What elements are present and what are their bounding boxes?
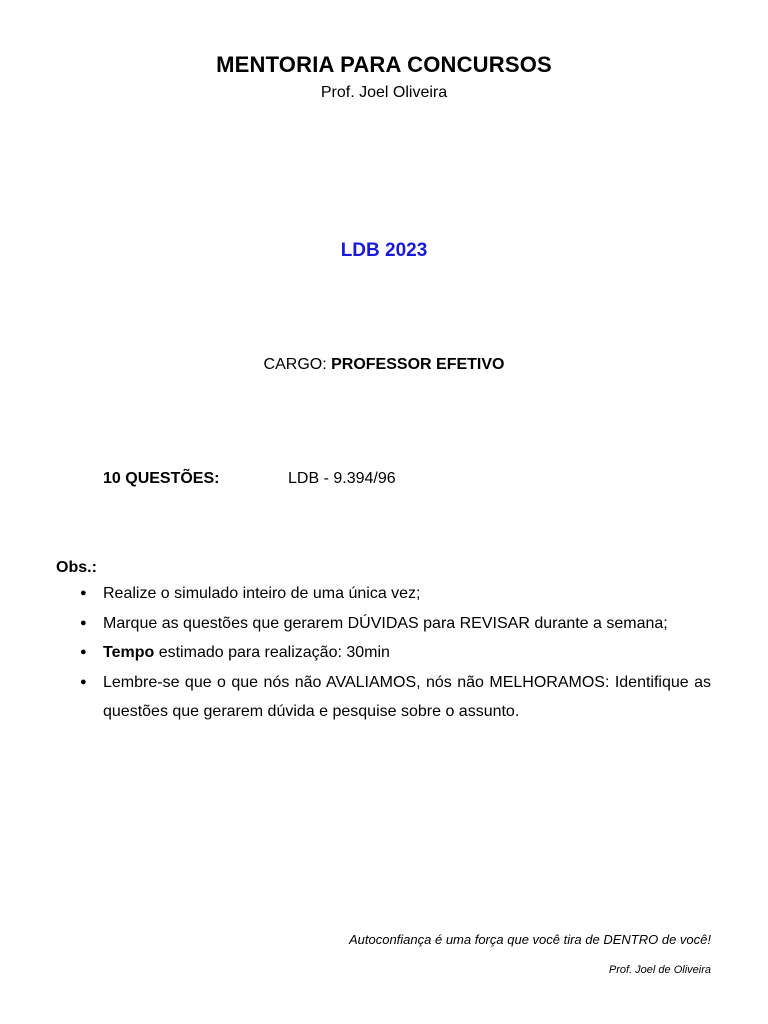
motivational-quote: Autoconfiança é uma força que você tira de DENTRO de você! bbox=[348, 932, 711, 947]
questions-value: LDB - 9.394/96 bbox=[288, 470, 396, 487]
quote-author: Prof. Joel de Oliveira bbox=[608, 964, 711, 976]
exam-name: LDB 2023 bbox=[340, 240, 428, 261]
cargo-label: CARGO: bbox=[263, 356, 327, 373]
obs-list bbox=[56, 579, 711, 727]
list-item bbox=[56, 609, 711, 639]
list-item-text: estimado para realização: 30min bbox=[154, 644, 390, 661]
document-title: MENTORIA PARA CONCURSOS bbox=[216, 52, 552, 77]
list-item bbox=[56, 579, 711, 609]
list-item-text: Marque as questões que gerarem DÚVIDAS para REVISAR durante a semana; bbox=[103, 614, 668, 632]
bullet-icon: ● bbox=[80, 675, 87, 688]
list-item bbox=[56, 668, 711, 727]
bullet-icon: ● bbox=[80, 646, 87, 658]
cargo-line bbox=[0, 356, 768, 374]
bullet-icon: ● bbox=[80, 587, 87, 599]
cargo-value: PROFESSOR EFETIVO bbox=[331, 356, 505, 373]
list-item bbox=[56, 638, 711, 668]
author-subtitle: Prof. Joel Oliveira bbox=[320, 84, 448, 101]
obs-label: Obs.: bbox=[56, 559, 97, 576]
bullet-icon: ● bbox=[80, 616, 87, 629]
list-item-text: Lembre-se que o que nós não AVALIAMOS, nós não MELHORAMOS: Identifique as questões que gerarem dúvida e pesquise sobre o assunto. bbox=[103, 673, 711, 720]
list-item-bold: Tempo bbox=[103, 644, 155, 661]
questions-label: 10 QUESTÕES: bbox=[103, 470, 220, 487]
list-item-text: Realize o simulado inteiro de uma única vez; bbox=[103, 585, 421, 602]
